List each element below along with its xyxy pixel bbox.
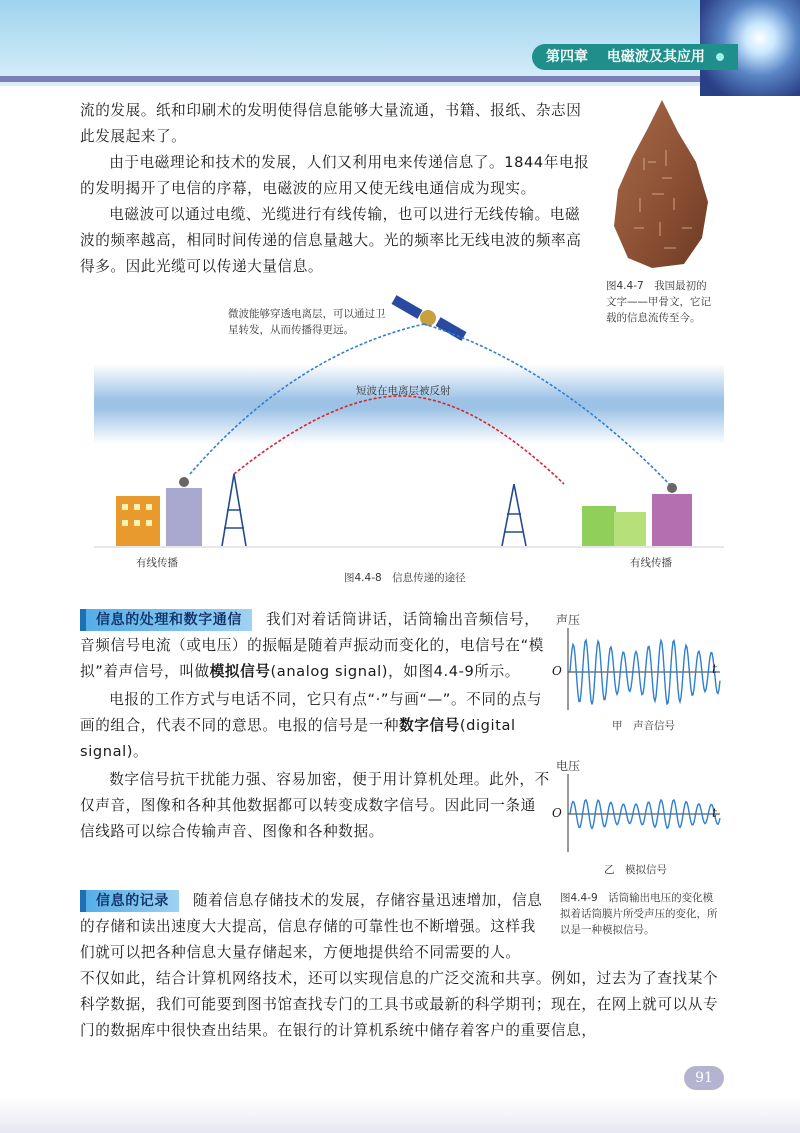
graph-b-origin: O bbox=[552, 806, 562, 820]
chapter-title: 电磁波及其应用 bbox=[606, 49, 705, 65]
wired-label-left: 有线传播 bbox=[136, 557, 178, 569]
chapter-dot-icon bbox=[716, 53, 724, 61]
figure-4-4-9-caption: 图4.4-9 话筒输出电压的变化模拟着话筒膜片所受声压的变化，所以是一种模拟信号。 bbox=[560, 892, 718, 936]
left-buildings bbox=[116, 477, 202, 546]
radio-tower-left-icon bbox=[222, 474, 246, 546]
ionosphere-band bbox=[94, 364, 724, 444]
graph-b-ylabel: 电压 bbox=[556, 759, 581, 773]
section-heading-processing: 信息的处理和数字通信 bbox=[80, 609, 252, 631]
oracle-bone-image bbox=[604, 98, 714, 270]
figure-4-4-7-caption: 图4.4-7 我国最初的文字——甲骨文，它记载的信息流传至今。 bbox=[606, 280, 711, 324]
term-analog-signal: 模拟信号 bbox=[209, 663, 271, 680]
intro-text bbox=[80, 98, 590, 280]
paragraph-1: 流的发展。纸和印刷术的发明使得信息能够大量流通，书籍、报纸、杂志因此发展起来了。 bbox=[80, 102, 582, 145]
section1-para2-a: 电报的工作方式与电话不同，它只有点“·”与画“—”。不同的点与画的组合，代表不同的意思。电报的信号是一种 bbox=[80, 691, 543, 734]
chapter-label: 第四章 bbox=[546, 49, 588, 65]
section-recording bbox=[80, 888, 550, 966]
section2-text-head: 随着信息存储技术的发展，存储容量迅速增加，信息的存储和读出速度大大提高，信息存储的可靠性也不断增强。这样我们就可以把各种信息大量存储起来，方便地提供给不同需要的人。 bbox=[80, 892, 543, 961]
section2-wide-text: 不仅如此，结合计算机网络技术，还可以实现信息的广泛交流和共享。例如，过去为了查找某个科学数据，我们可能要到图书馆查找专门的工具书或最新的科学期刊；现在，在网上就可以从专门的数据库中很快查出结果。在银行的计算机系统中储存着客户的重要信息， bbox=[80, 970, 719, 1039]
right-buildings bbox=[582, 483, 692, 546]
shortwave-note: 短波在电离层被反射 bbox=[356, 385, 451, 397]
wired-label-right: 有线传播 bbox=[630, 557, 672, 569]
section-heading-recording: 信息的记录 bbox=[80, 890, 179, 912]
graph-a-origin: O bbox=[552, 664, 562, 678]
paragraph-3: 电磁波可以通过电缆、光缆进行有线传输，也可以进行无线传输。电磁波的频率越高，相同时间传递的信息量越大。光的频率比无线电波的频率高得多。因此光缆可以传递大量信息。 bbox=[80, 206, 582, 275]
analog-signal-graph bbox=[560, 774, 726, 854]
page-footer bbox=[0, 1098, 800, 1133]
paragraph-2: 由于电磁理论和技术的发展，人们又利用电来传递信息了。1844年电报的发明揭开了电信的序幕，电磁波的应用又使无线电通信成为现实。 bbox=[80, 154, 590, 197]
microwave-note: 微波能够穿透电离层，可以通过卫星转发，从而传播得更远。 bbox=[228, 308, 386, 336]
page-header bbox=[0, 0, 800, 86]
sound-signal-graph bbox=[560, 628, 726, 712]
transmission-diagram bbox=[94, 284, 724, 584]
section1-text-a: 我们对着话筒讲话，话筒输出音频信号，音频信号电流（或电压）的振幅是随着声振动而变化的，电信号在“模拟”着声信号，叫做 bbox=[80, 611, 544, 680]
graph-a-sublabel: 甲 声音信号 bbox=[612, 720, 675, 732]
graph-b-xlabel: t bbox=[712, 806, 717, 820]
satellite-icon bbox=[392, 295, 467, 341]
section1-para3: 数字信号抗干扰能力强、容易加密，便于用计算机处理。此外，不仅声音，图像和各种其他数据都可以转变成数字信号。因此同一条通信线路可以综合传输声音、图像和各种数据。 bbox=[80, 771, 550, 840]
term-digital-signal: 数字信号 bbox=[399, 717, 460, 734]
section1-para2-b: (digital signal)。 bbox=[80, 717, 516, 760]
graph-b-sublabel: 乙 模拟信号 bbox=[604, 864, 667, 876]
chapter-tab bbox=[532, 44, 738, 70]
page-number: 91 bbox=[684, 1066, 724, 1090]
section1-text-b: (analog signal)，如图4.4-9所示。 bbox=[270, 663, 520, 680]
radio-tower-right-icon bbox=[502, 484, 526, 546]
figure-4-4-8-caption: 图4.4-8 信息传递的途径 bbox=[344, 572, 466, 584]
graph-a-ylabel: 声压 bbox=[556, 613, 581, 627]
graph-a-xlabel: t bbox=[712, 662, 717, 676]
section-digital bbox=[80, 607, 550, 845]
header-stripe bbox=[0, 76, 740, 82]
